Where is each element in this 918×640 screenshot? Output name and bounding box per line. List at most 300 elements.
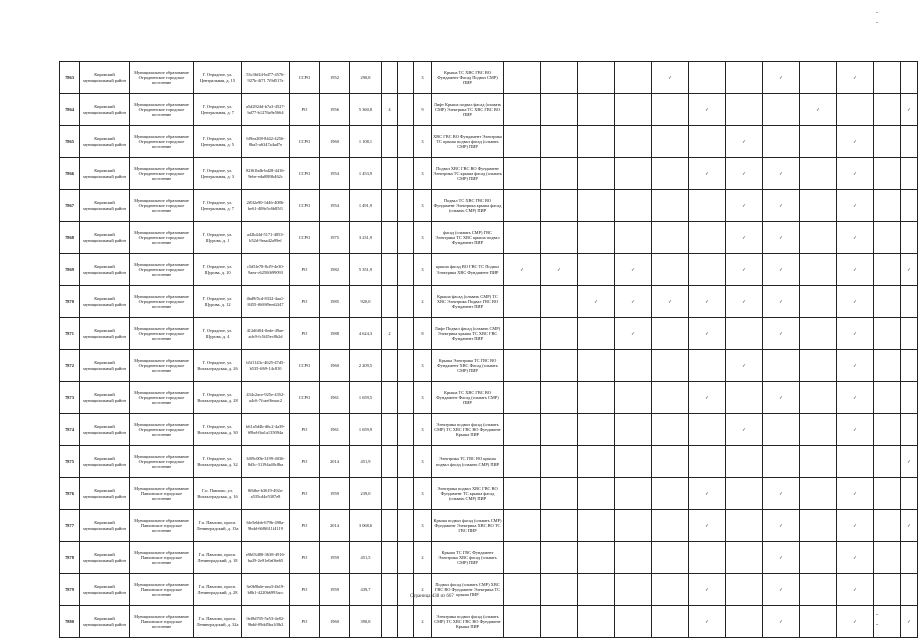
checkmark-icon: ✓: [837, 126, 874, 158]
house-code-cell: 8f6fbe-b3619-492a-a535cd4e5307e8: [242, 478, 290, 510]
address-cell: Г. Отрадное, ул. Щурова, д. 12: [194, 286, 242, 318]
work-cell: [726, 318, 763, 350]
checkmark-icon: ✓: [837, 286, 874, 318]
work-cell: [874, 318, 901, 350]
works-list-cell: Крыша фасад (ольвать СМР) ТС ХВС Электрика Подвал ГВС ВО Фундамент ПИР: [432, 286, 504, 318]
row-number: 7869: [60, 254, 80, 286]
work-cell: [726, 574, 763, 606]
floors-cell: 2: [414, 574, 432, 606]
work-cell: [578, 414, 615, 446]
row-number: 7872: [60, 350, 80, 382]
work-cell: [504, 286, 541, 318]
checkmark-icon: ✓: [837, 158, 874, 190]
address-cell: Г.п. Павлово, просп. Ленинградский, д. 28: [194, 574, 242, 606]
extra-count-cell: [398, 62, 414, 94]
checkmark-icon: ✓: [652, 286, 689, 318]
table-row: [60, 606, 918, 638]
house-type-cell: РО: [290, 254, 320, 286]
floors-cell: 9: [414, 94, 432, 126]
corner-mark: -: [876, 8, 879, 16]
work-cell: [504, 382, 541, 414]
house-code-cell: 53c36f44-bd77-4576-927b-4f71 7f9d517e: [242, 62, 290, 94]
year-cell: 1960: [320, 126, 350, 158]
work-cell: [652, 510, 689, 542]
work-cell: [800, 478, 837, 510]
work-cell: [874, 286, 901, 318]
address-cell: Г. Отрадное, ул. Вокзалградская, д. 32: [194, 446, 242, 478]
work-cell: [763, 94, 800, 126]
work-cell: [578, 478, 615, 510]
table-row: [60, 446, 918, 478]
work-cell: [726, 382, 763, 414]
work-cell: [874, 478, 901, 510]
work-cell: [800, 542, 837, 574]
row-number: 7863: [60, 62, 80, 94]
address-cell: Г.п. Павлово, просп. Ленинградский, д. 18: [194, 542, 242, 574]
settlement-cell: Муниципальное образование Отрадненское городское поселение: [130, 318, 194, 350]
floors-cell: 3: [414, 446, 432, 478]
work-cell: [652, 126, 689, 158]
area-cell: 5 360,8: [350, 94, 382, 126]
checkmark-icon: ✓: [689, 606, 726, 638]
area-cell: 5 351,9: [350, 254, 382, 286]
year-cell: 2014: [320, 446, 350, 478]
row-number: 7877: [60, 510, 80, 542]
settlement-cell: Муниципальное образование Отрадненское городское поселение: [130, 382, 194, 414]
area-cell: 1 108,1: [350, 126, 382, 158]
address-cell: Г. Отрадное, ул. Щурова, д. 4: [194, 318, 242, 350]
settlement-cell: Муниципальное образование Павловское городское поселение: [130, 574, 194, 606]
checkmark-icon: ✓: [726, 350, 763, 382]
checkmark-icon: ✓: [837, 62, 874, 94]
work-cell: [541, 446, 578, 478]
house-code-cell: 82f61bdb-bd28-4416-9ebe-eda088fb462c: [242, 158, 290, 190]
work-cell: [652, 158, 689, 190]
checkmark-icon: ✓: [837, 350, 874, 382]
year-cell: 1961: [320, 382, 350, 414]
work-cell: [504, 542, 541, 574]
work-cell: [652, 414, 689, 446]
settlement-cell: Муниципальное образование Павловское городское поселение: [130, 542, 194, 574]
work-cell: [800, 158, 837, 190]
year-cell: 2014: [320, 510, 350, 542]
floors-cell: 3: [414, 158, 432, 190]
district-cell: Кировский муниципальный район: [80, 318, 130, 350]
work-cell: [726, 94, 763, 126]
checkmark-icon: ✓: [837, 190, 874, 222]
checkmark-icon: ✓: [763, 190, 800, 222]
work-cell: [901, 126, 918, 158]
extra-count-cell: [398, 510, 414, 542]
checkmark-icon: ✓: [763, 158, 800, 190]
work-cell: [901, 286, 918, 318]
work-cell: [874, 414, 901, 446]
work-cell: [689, 414, 726, 446]
row-number: 7875: [60, 446, 80, 478]
settlement-cell: Муниципальное образование Отрадненское городское поселение: [130, 190, 194, 222]
checkmark-icon: ✓: [837, 510, 874, 542]
checkmark-icon: ✓: [763, 478, 800, 510]
checkmark-icon: ✓: [689, 574, 726, 606]
address-cell: Г. Отрадное, ул. Центральная, д. 7: [194, 94, 242, 126]
house-type-cell: РО: [290, 606, 320, 638]
work-cell: [652, 254, 689, 286]
extra-count-cell: [398, 190, 414, 222]
checkmark-icon: ✓: [763, 382, 800, 414]
lift-count-cell: [382, 606, 398, 638]
table-row: [60, 126, 918, 158]
extra-count-cell: [398, 542, 414, 574]
work-cell: [901, 574, 918, 606]
checkmark-icon: ✓: [726, 190, 763, 222]
checkmark-icon: ✓: [763, 62, 800, 94]
checkmark-icon: ✓: [689, 382, 726, 414]
lift-count-cell: [382, 510, 398, 542]
year-cell: 1982: [320, 254, 350, 286]
work-cell: [726, 478, 763, 510]
district-cell: Кировский муниципальный район: [80, 606, 130, 638]
checkmark-icon: ✓: [726, 158, 763, 190]
area-cell: 451,9: [350, 446, 382, 478]
year-cell: 1959: [320, 574, 350, 606]
floors-cell: 3: [414, 478, 432, 510]
house-type-cell: ССРО: [290, 158, 320, 190]
floors-cell: 3: [414, 62, 432, 94]
address-cell: Г.п. Павлово, ул. Вокзалградская, д. 16: [194, 478, 242, 510]
works-list-cell: Электрика ТС ГВС ВО крыша подвал фасад (ольвать СМР) ПИР: [432, 446, 504, 478]
work-cell: [578, 606, 615, 638]
extra-count-cell: [398, 126, 414, 158]
lift-count-cell: [382, 254, 398, 286]
work-cell: [800, 286, 837, 318]
area-cell: 3 231,9: [350, 222, 382, 254]
work-cell: [541, 62, 578, 94]
extra-count-cell: [398, 414, 414, 446]
checkmark-icon: ✓: [901, 446, 918, 478]
work-cell: [652, 94, 689, 126]
repair-program-table: [59, 61, 918, 638]
area-cell: 439,7: [350, 574, 382, 606]
district-cell: Кировский муниципальный район: [80, 126, 130, 158]
settlement-cell: Муниципальное образование Отрадненское городское поселение: [130, 222, 194, 254]
year-cell: 1960: [320, 350, 350, 382]
area-cell: 920,0: [350, 286, 382, 318]
works-list-cell: Электрика подвал фасад (ольвать СМР) ТС ХВС ГВС ВО Фундамент Крыша ПИР: [432, 414, 504, 446]
lift-count-cell: 4: [382, 94, 398, 126]
checkmark-icon: ✓: [541, 254, 578, 286]
row-number: 7874: [60, 414, 80, 446]
work-cell: [800, 190, 837, 222]
house-code-cell: a5d2924d-b7a3-4527-bd77-b1276a9e5664: [242, 94, 290, 126]
extra-count-cell: [398, 446, 414, 478]
house-code-cell: a42b44d-5171-4853-b52d-9eaa42a99ef: [242, 222, 290, 254]
work-cell: [652, 318, 689, 350]
work-cell: [837, 446, 874, 478]
row-number: 7868: [60, 222, 80, 254]
work-cell: [652, 446, 689, 478]
house-type-cell: ССРО: [290, 350, 320, 382]
corner-mark: -: [876, 620, 879, 628]
house-code-cell: b61a5d4b-d6c2-4a39-69bd-fba1a135094a: [242, 414, 290, 446]
work-cell: [901, 382, 918, 414]
work-cell: [689, 190, 726, 222]
address-cell: Г. Отрадное, ул. Вокзалградская, д. 30: [194, 414, 242, 446]
work-cell: [615, 478, 652, 510]
address-cell: Г. Отрадное, ул. Щурова, д. 10: [194, 254, 242, 286]
work-cell: [504, 510, 541, 542]
lift-count-cell: [382, 190, 398, 222]
work-cell: [901, 222, 918, 254]
house-code-cell: 6f9ea208-8442-4256-8ba5-a6347a4ad7e: [242, 126, 290, 158]
work-cell: [689, 350, 726, 382]
work-cell: [578, 158, 615, 190]
district-cell: Кировский муниципальный район: [80, 414, 130, 446]
checkmark-icon: ✓: [763, 286, 800, 318]
row-number: 7870: [60, 286, 80, 318]
settlement-cell: Муниципальное образование Павловское городское поселение: [130, 478, 194, 510]
house-type-cell: РО: [290, 574, 320, 606]
works-list-cell: Крыша ТС ХВС ГВС ВО Фундамент Фасад Подвал СМР) ПИР: [432, 62, 504, 94]
works-list-cell: крыша фасад ВО ГВС ТС Подвал Электрика ХВС Фундамент ПИР: [432, 254, 504, 286]
table-row: [60, 478, 918, 510]
table-row: [60, 62, 918, 94]
work-cell: [874, 606, 901, 638]
works-list-cell: Подвал ХВС ГВС ВО Фундамент Электрика ТС крыша фасад (ольвать СМР) ПИР: [432, 158, 504, 190]
work-cell: [901, 542, 918, 574]
district-cell: Кировский муниципальный район: [80, 478, 130, 510]
lift-count-cell: [382, 414, 398, 446]
row-number: 7879: [60, 574, 80, 606]
work-cell: [541, 478, 578, 510]
checkmark-icon: ✓: [726, 286, 763, 318]
year-cell: 1952: [320, 62, 350, 94]
lift-count-cell: [382, 542, 398, 574]
table-row: [60, 510, 918, 542]
address-cell: Г. Отрадное, ул. Щурова, д. 1: [194, 222, 242, 254]
settlement-cell: Муниципальное образование Отрадненское городское поселение: [130, 350, 194, 382]
work-cell: [504, 222, 541, 254]
checkmark-icon: ✓: [901, 510, 918, 542]
district-cell: Кировский муниципальный район: [80, 382, 130, 414]
checkmark-icon: ✓: [901, 606, 918, 638]
work-cell: [901, 318, 918, 350]
lift-count-cell: [382, 446, 398, 478]
work-cell: [874, 382, 901, 414]
work-cell: [541, 190, 578, 222]
house-type-cell: РО: [290, 286, 320, 318]
extra-count-cell: [398, 94, 414, 126]
settlement-cell: Муниципальное образование Отрадненское городское поселение: [130, 286, 194, 318]
checkmark-icon: ✓: [837, 542, 874, 574]
year-cell: 1988: [320, 318, 350, 350]
floors-cell: 3: [414, 190, 432, 222]
lift-count-cell: [382, 382, 398, 414]
area-cell: 290,8: [350, 62, 382, 94]
checkmark-icon: ✓: [763, 222, 800, 254]
work-cell: [874, 158, 901, 190]
house-type-cell: ССРО: [290, 382, 320, 414]
work-cell: [615, 606, 652, 638]
floors-cell: 3: [414, 382, 432, 414]
district-cell: Кировский муниципальный район: [80, 94, 130, 126]
work-cell: [800, 62, 837, 94]
work-cell: [615, 126, 652, 158]
area-cell: 1 659,5: [350, 382, 382, 414]
row-number: 7876: [60, 478, 80, 510]
checkmark-icon: ✓: [837, 222, 874, 254]
work-cell: [726, 446, 763, 478]
works-list-cell: Крыша ТС ХВС ГВС ВО Фундамент Фасад (ольвать СМР) ПИР: [432, 382, 504, 414]
lift-count-cell: [382, 350, 398, 382]
work-cell: [874, 190, 901, 222]
works-list-cell: Крыша ТС ГВС Фундамент Электрика ХВС фасад (ольвать СМР) ПИР: [432, 542, 504, 574]
works-list-cell: Подвал ТС ХВС ГВС ВО Фундамент Электрика крыша фасад (ольвать СМР) ПИР: [432, 190, 504, 222]
row-number: 7871: [60, 318, 80, 350]
house-type-cell: РО: [290, 478, 320, 510]
work-cell: [541, 350, 578, 382]
work-cell: [578, 542, 615, 574]
work-cell: [800, 382, 837, 414]
work-cell: [837, 94, 874, 126]
extra-count-cell: [398, 574, 414, 606]
district-cell: Кировский муниципальный район: [80, 190, 130, 222]
year-cell: 1960: [320, 606, 350, 638]
district-cell: Кировский муниципальный район: [80, 286, 130, 318]
checkmark-icon: ✓: [837, 254, 874, 286]
table-row: [60, 574, 918, 606]
house-type-cell: РО: [290, 510, 320, 542]
area-cell: 239,0: [350, 478, 382, 510]
district-cell: Кировский муниципальный район: [80, 62, 130, 94]
district-cell: Кировский муниципальный район: [80, 510, 130, 542]
house-type-cell: РО: [290, 414, 320, 446]
checkmark-icon: ✓: [689, 478, 726, 510]
work-cell: [541, 158, 578, 190]
work-cell: [578, 446, 615, 478]
house-type-cell: РО: [290, 318, 320, 350]
floors-cell: 3: [414, 350, 432, 382]
floors-cell: 3: [414, 222, 432, 254]
extra-count-cell: [398, 478, 414, 510]
address-cell: Г. Отрадное, ул. Центральная, д. 3: [194, 158, 242, 190]
checkmark-icon: ✓: [652, 62, 689, 94]
work-cell: [874, 542, 901, 574]
year-cell: 1954: [320, 158, 350, 190]
work-cell: [652, 382, 689, 414]
district-cell: Кировский муниципальный район: [80, 158, 130, 190]
table-row: [60, 318, 918, 350]
table-row: [60, 414, 918, 446]
checkmark-icon: ✓: [615, 318, 652, 350]
table-row: [60, 254, 918, 286]
work-cell: [800, 574, 837, 606]
work-cell: [615, 574, 652, 606]
works-list-cell: Лифт Крыша подвал фасад (ольвать СМР) Электрика ТС ХВС ГВС ВО ПИР: [432, 94, 504, 126]
work-cell: [615, 190, 652, 222]
work-cell: [800, 510, 837, 542]
work-cell: [541, 542, 578, 574]
work-cell: [504, 478, 541, 510]
extra-count-cell: [398, 254, 414, 286]
checkmark-icon: ✓: [689, 158, 726, 190]
floors-cell: 3: [414, 510, 432, 542]
works-list-cell: Лифт Подвал фасад (ольвать СМР) Электрика крыша ТС ХВС ГВС Фундамент ПИР: [432, 318, 504, 350]
work-cell: [541, 574, 578, 606]
house-type-cell: РО: [290, 94, 320, 126]
floors-cell: 2: [414, 542, 432, 574]
work-cell: [901, 158, 918, 190]
house-type-cell: ССРО: [290, 190, 320, 222]
work-cell: [874, 510, 901, 542]
area-cell: 4 624,3: [350, 318, 382, 350]
house-code-cell: 3e0b9bde-aea3-4b19-b8b1-4220b6993acc: [242, 574, 290, 606]
area-cell: 3 068,6: [350, 510, 382, 542]
work-cell: [578, 574, 615, 606]
address-cell: Г.п. Павлово, просп. Ленинградский, д. 32а: [194, 606, 242, 638]
work-cell: [652, 350, 689, 382]
house-type-cell: ССРО: [290, 222, 320, 254]
work-cell: [800, 126, 837, 158]
lift-count-cell: [382, 62, 398, 94]
lift-count-cell: 2: [382, 318, 398, 350]
house-code-cell: e9b03488-3638-4916-ba29-2e91e0a0be65: [242, 542, 290, 574]
work-cell: [800, 222, 837, 254]
work-cell: [763, 414, 800, 446]
work-cell: [689, 446, 726, 478]
work-cell: [615, 414, 652, 446]
row-number: 7878: [60, 542, 80, 574]
works-list-cell: Электрика подвал ХВС ГВС ВО Фундамент ТС крыша фасад (ольвать СМР) ПИР: [432, 478, 504, 510]
work-cell: [541, 606, 578, 638]
row-number: 7873: [60, 382, 80, 414]
work-cell: [763, 446, 800, 478]
work-cell: [901, 190, 918, 222]
work-cell: [800, 414, 837, 446]
work-cell: [504, 318, 541, 350]
floors-cell: 2: [414, 286, 432, 318]
area-cell: 2 209,5: [350, 350, 382, 382]
work-cell: [874, 222, 901, 254]
checkmark-icon: ✓: [504, 254, 541, 286]
work-cell: [874, 350, 901, 382]
checkmark-icon: ✓: [901, 94, 918, 126]
address-cell: Г. Отрадное, ул. Вокзалградская, д. 28: [194, 382, 242, 414]
work-cell: [615, 350, 652, 382]
district-cell: Кировский муниципальный район: [80, 574, 130, 606]
checkmark-icon: ✓: [689, 286, 726, 318]
checkmark-icon: ✓: [726, 222, 763, 254]
year-cell: 1961: [320, 414, 350, 446]
floors-cell: 3: [414, 254, 432, 286]
settlement-cell: Муниципальное образование Отрадненское городское поселение: [130, 414, 194, 446]
settlement-cell: Муниципальное образование Отрадненское городское поселение: [130, 126, 194, 158]
work-cell: [652, 190, 689, 222]
work-cell: [615, 62, 652, 94]
lift-count-cell: [382, 222, 398, 254]
lift-count-cell: [382, 286, 398, 318]
work-cell: [763, 350, 800, 382]
work-cell: [541, 318, 578, 350]
checkmark-icon: ✓: [837, 478, 874, 510]
table-row: [60, 542, 918, 574]
table-row: [60, 286, 918, 318]
settlement-cell: Муниципальное образование Отрадненское городское поселение: [130, 254, 194, 286]
row-number: 7866: [60, 158, 80, 190]
settlement-cell: Муниципальное образование Павловское городское поселение: [130, 606, 194, 638]
work-cell: [689, 222, 726, 254]
work-cell: [652, 222, 689, 254]
work-cell: [615, 94, 652, 126]
